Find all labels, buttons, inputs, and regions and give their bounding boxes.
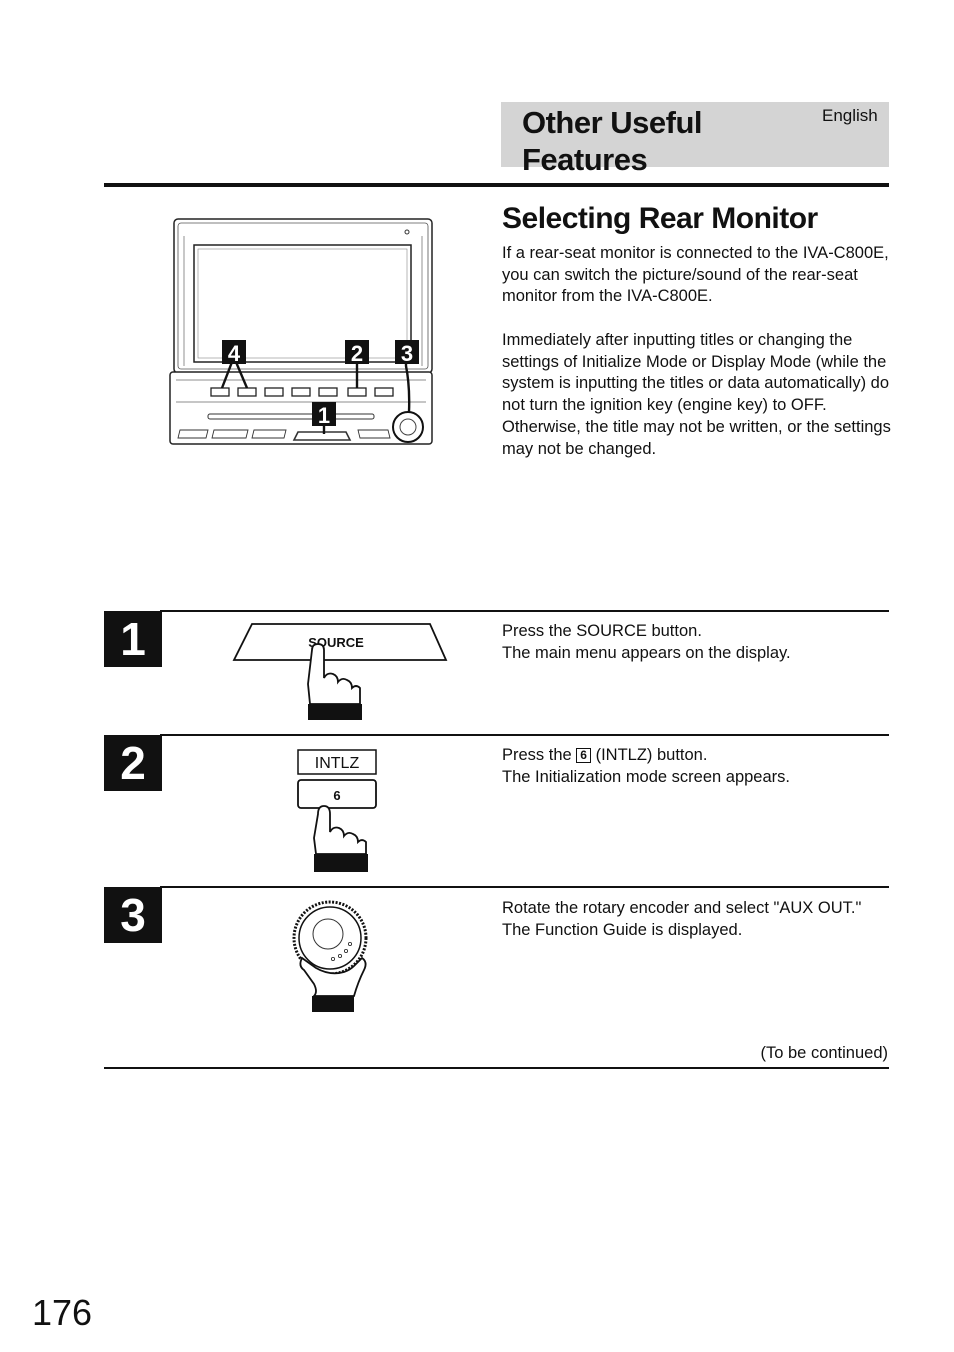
callout-label: 1 bbox=[317, 403, 331, 428]
step-divider bbox=[160, 734, 889, 736]
page-heading: Selecting Rear Monitor bbox=[502, 202, 818, 235]
caution-paragraph: Immediately after inputting titles or changing the settings of Initialize Mode or Display Mode (while the system is inputting the titles or data automatically) do not turn the ignition key (engine key) to OFF. Otherwise, the title may not be written, or the settings may not be changed. bbox=[502, 331, 891, 458]
step-instruction-pre: Press the bbox=[502, 746, 572, 764]
step-instruction-post: (INTLZ) button. bbox=[595, 746, 708, 764]
bottom-rule bbox=[104, 1067, 889, 1069]
intlz-button-illustration bbox=[294, 748, 384, 874]
step-result: The main menu appears on the display. bbox=[502, 643, 791, 662]
step-divider bbox=[160, 610, 889, 612]
language-label: English bbox=[822, 106, 878, 125]
callout-label: 3 bbox=[400, 341, 414, 366]
key-6-label: 6 bbox=[333, 788, 341, 803]
step-instruction bbox=[502, 745, 872, 767]
section-title: Other Useful Features bbox=[522, 105, 703, 177]
key-6-icon: 6 bbox=[576, 748, 591, 763]
step-number: 1 bbox=[104, 611, 162, 667]
step-3-text bbox=[502, 898, 872, 941]
step-instruction: Rotate the rotary encoder and select "AUX OUT." bbox=[502, 899, 862, 917]
step-1-text bbox=[502, 621, 872, 664]
step-divider bbox=[160, 886, 889, 888]
callout-label: 4 bbox=[227, 341, 241, 366]
rotary-encoder-illustration bbox=[288, 896, 378, 1016]
continued-note: (To be continued) bbox=[760, 1044, 888, 1062]
step-number: 2 bbox=[104, 735, 162, 791]
step-2-text bbox=[502, 745, 872, 788]
page-number: 176 bbox=[32, 1292, 93, 1333]
step-instruction: Press the SOURCE button. bbox=[502, 622, 702, 640]
source-button-illustration bbox=[232, 622, 450, 722]
step-result: The Initialization mode screen appears. bbox=[502, 767, 790, 786]
source-button-label: SOURCE bbox=[308, 635, 364, 650]
step-result: The Function Guide is displayed. bbox=[502, 920, 743, 939]
step-number: 3 bbox=[104, 887, 162, 943]
head-unit-illustration bbox=[168, 216, 438, 450]
callout-label: 2 bbox=[350, 341, 364, 366]
intro-paragraph: If a rear-seat monitor is connected to the IVA-C800E, you can switch the picture/sound of the rear-seat monitor from the IVA-C800E. bbox=[502, 244, 889, 306]
intlz-label: INTLZ bbox=[314, 755, 360, 772]
header-rule bbox=[104, 183, 889, 187]
